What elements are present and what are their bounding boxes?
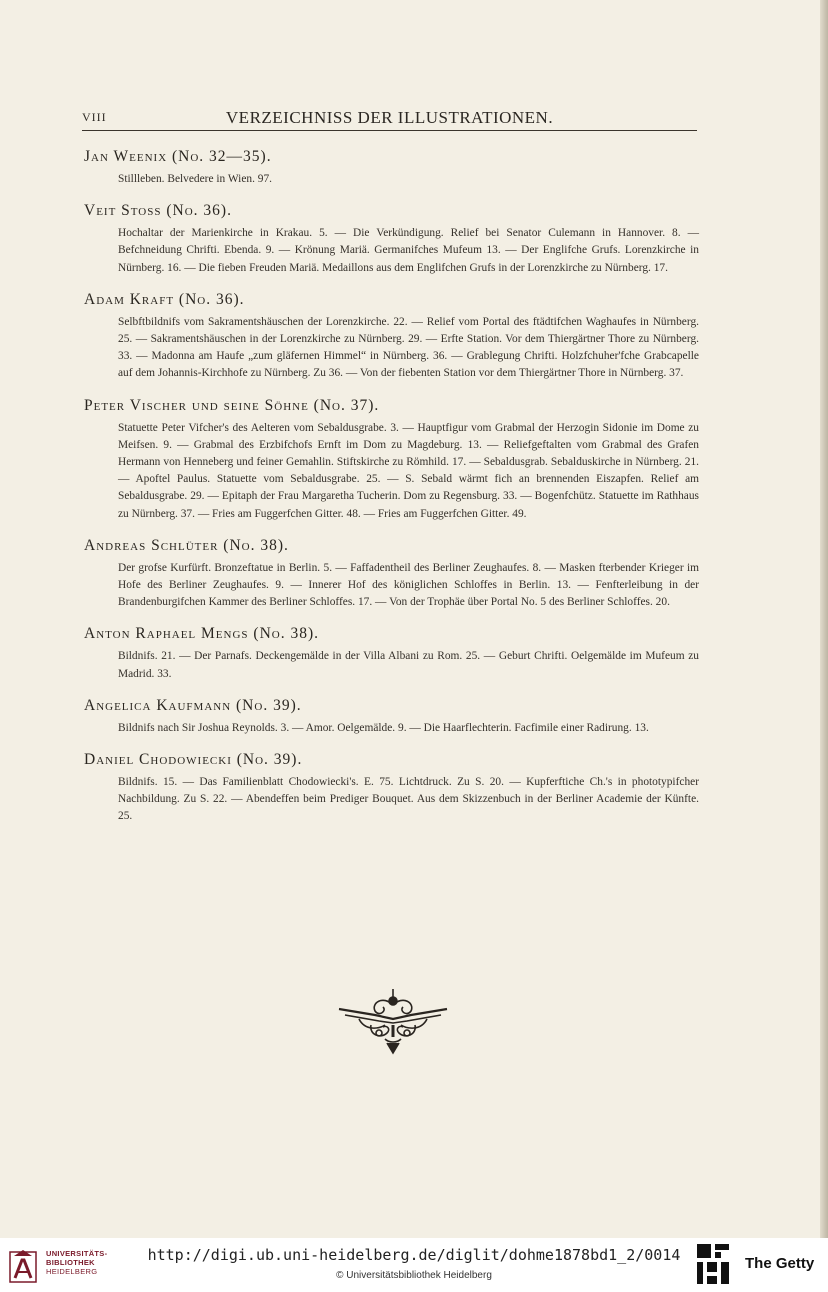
artist-heading: Veit Stoss (No. 36). (84, 202, 232, 220)
index-entry (84, 148, 699, 188)
getty-label: The Getty (745, 1255, 815, 1272)
artist-heading: Anton Raphael Mengs (No. 38). (84, 625, 319, 643)
illustration-list: Selbftbildnifs vom Sakramentshäuschen der Lorenzkirche. 22. — Relief vom Portal des ftädtifchen Waghaufes in Nürnberg. 25. — Sakramentshäuschen in der Lorenzkirche zu Nürnberg. 29. — Erfte Station. Vor dem Thiergärtner Thore zu Nürnberg. 33. — Madonna am Haufe „zum gläfernen Himmel“ in Nürnberg. 36. — Grablegung Chrifti. Holzfchuher'fche Grabcapelle auf dem Johannis-Kirchhofe zu Nürnberg. Zu 36. — Von der fiebenten Station vor dem Thiergärtner Thore in Nürnberg. 37. (118, 315, 699, 380)
index-entry (84, 202, 699, 277)
artist-heading: Andreas Schlüter (No. 38). (84, 536, 289, 554)
artist-heading: Jan Weenix (No. 32—35). (84, 148, 272, 165)
illustration-list: Der grofse Kurfürft. Bronzeftatue in Berlin. 5. — Faffadentheil des Berliner Zeughaufes. 8. — Masken fterbender Krieger im Hofe des Berliner Zeughaufes. 9. — Innerer Hof des königlichen Schloffes in Berlin. 13. — Fenfterleibung in der Brandenburgifchen Kammer des Berliner Schloffes. 17. — Von der Trophäe über Portal No. 5 des Berliner Schloffes. 20. (118, 561, 699, 609)
illustration-list: Bildnifs. 21. — Der Parnafs. Deckengemälde in der Villa Albani zu Rom. 25. — Geburt Chrifti. Oelgemälde im Mufeum zu Madrid. 33. (118, 650, 699, 680)
artist-heading: Adam Kraft (No. 36). (84, 290, 245, 308)
illustration-list: Bildnifs nach Sir Joshua Reynolds. 3. — Amor. Oelgemälde. 9. — Die Haarflechterin. Facfimile einer Radirung. 13. (118, 721, 649, 734)
index-entry (84, 291, 699, 383)
index-entry (84, 397, 699, 523)
page-edge-shadow (820, 0, 828, 1238)
running-header (82, 108, 697, 131)
ornament-vignette (335, 985, 451, 1057)
illustration-index (84, 148, 699, 840)
artist-heading: Daniel Chodowiecki (No. 39). (84, 751, 303, 769)
getty-logo-icon (695, 1242, 731, 1288)
library-name: UNIVERSITÄTS- BIBLIOTHEK HEIDELBERG (46, 1249, 108, 1276)
illustration-list: Hochaltar der Marienkirche in Krakau. 5. — Die Verkündigung. Relief bei Senator Culemann in Hannover. 8. — Befchneidung Chrifti. Ebenda. 9. — Krönung Mariä. Germanifches Mufeum 13. — Der Englifche Grufs. Lorenzkirche in Nürnberg. 16. — Die fieben Freuden Mariä. Medaillons aus dem Englifchen Grufs in der Lorenzkirche zu Nürnberg. 17. (118, 227, 699, 274)
viewer-footer (0, 1238, 828, 1292)
artist-heading: Angelica Kaufmann (No. 39). (84, 696, 302, 714)
illustration-list: Statuette Peter Vifcher's des Aelteren vom Sebaldusgrabe. 3. — Hauptfigur vom Grabmal der Herzogin Sidonie im Dome zu Meifsen. 9. — Grabmal des Erzbifchofs Ernft im Dom zu Magdeburg. 13. — Reliefgeftalten vom Grabmal des Grafen Hermann von Henneberg und feiner Gemahlin. Stiftskirche zu Römhild. 17. — Sebaldusgrab. Sebalduskirche in Nürnberg. 21. — Apoftel Paulus. Statuette vom Sebaldusgrabe. 25. — S. Sebald wärmt fich an brennenden Eiszapfen. Relief am Sebaldusgrabe. 29. — Epitaph der Frau Margaretha Tucherin. Dom zu Regensburg. 33. — Bogenfchütz. Statuette im Rathhaus zu Nürnberg. 37. — Fries am Fuggerfchen Gitter. 48. — Fries am Fuggerfchen Gitter. 49. (118, 421, 699, 520)
index-entry (84, 751, 699, 826)
page-number: VIII (82, 110, 107, 124)
illustration-list: Stillleben. Belvedere in Wien. 97. (118, 173, 273, 185)
artist-heading: Peter Vischer und seine Söhne (No. 37). (84, 396, 380, 414)
index-entry (84, 697, 699, 737)
copyright-notice: © Universitätsbibliothek Heidelberg (336, 1270, 492, 1281)
index-entry (84, 537, 699, 612)
permalink-url[interactable]: http://digi.ub.uni-heidelberg.de/diglit/dohme1878bd1_2/0014 (147, 1246, 681, 1264)
page-title: VERZEICHNISS DER ILLUSTRATIONEN. (225, 108, 554, 127)
illustration-list: Bildnifs. 15. — Das Familienblatt Chodowiecki's. E. 75. Lichtdruck. Zu S. 20. — Kupferftiche Ch.'s in phototypifcher Nachbildung. Zu S. 22. — Abendeffen beim Prediger Bouquet. Aus dem Skizzenbuch in der Berliner Academie der Künfte. 25. (118, 776, 699, 823)
index-entry (84, 625, 699, 682)
